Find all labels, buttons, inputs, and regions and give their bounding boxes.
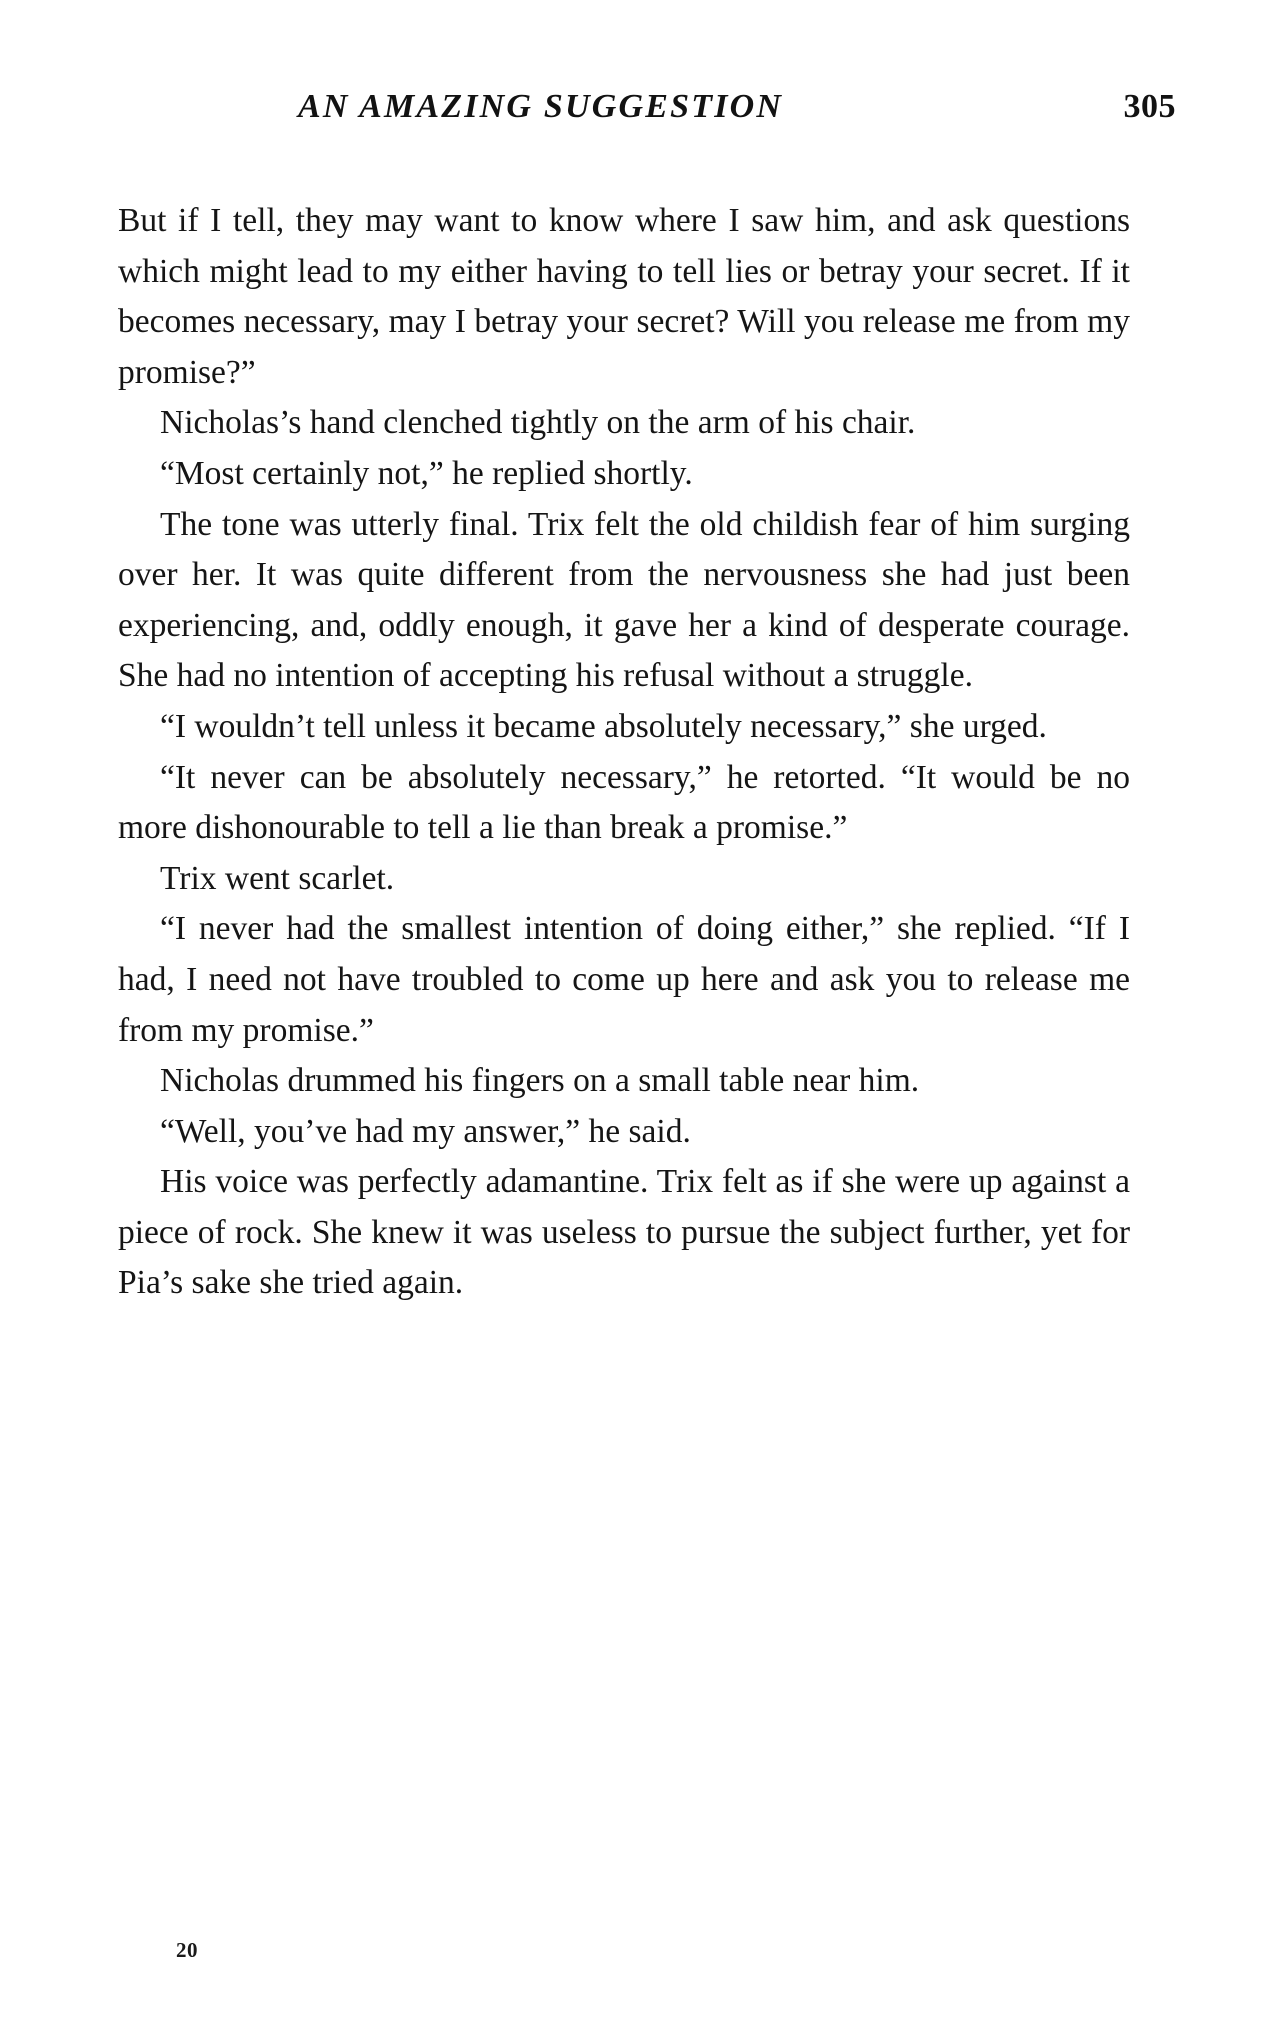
paragraph: Nicholas’s hand clenched tightly on the arm of his chair. [160,404,916,442]
paragraph: But if I tell, they may want to know where I saw him, and ask questions which might lead to my either having to tell lies or betray your secret. If it becomes necessary, may I betray your secret? Will you release me from my promise?” [118,202,1130,391]
body-text [118,196,1130,1309]
paragraph: “Most certainly not,” he replied shortly. [160,454,693,492]
running-title: AN AMAZING SUGGESTION [298,88,784,125]
page-header [118,88,1176,126]
paragraph: The tone was utterly final. Trix felt the old childish fear of him surging over her. It was quite different from the nervousness she had just been experiencing, and, oddly enough, it gave her a kind of desperate courage. She had no intention of accepting his refusal without a struggle. [118,505,1130,695]
paragraph: Trix went scarlet. [160,859,395,897]
page-number: 305 [1123,88,1176,125]
paragraph: “It never can be absolutely necessary,” he retorted. “It would be no more dishonourable to tell a lie than break a promise.” [118,758,1130,847]
paragraph: Nicholas drummed his fingers on a small table near him. [160,1062,920,1100]
paragraph: “I never had the smallest intention of doing either,” she replied. “If I had, I need not have troubled to come up here and ask you to release me from my promise.” [118,910,1130,1049]
paragraph: “I wouldn’t tell unless it became absolutely necessary,” she urged. [160,707,1047,745]
signature-mark: 20 [176,1938,198,1962]
paragraph: “Well, you’ve had my answer,” he said. [160,1112,691,1150]
paragraph: His voice was perfectly adamantine. Trix felt as if she were up against a piece of rock. She knew it was useless to pursue the subject further, yet for Pia’s sake she tried again. [118,1163,1130,1302]
